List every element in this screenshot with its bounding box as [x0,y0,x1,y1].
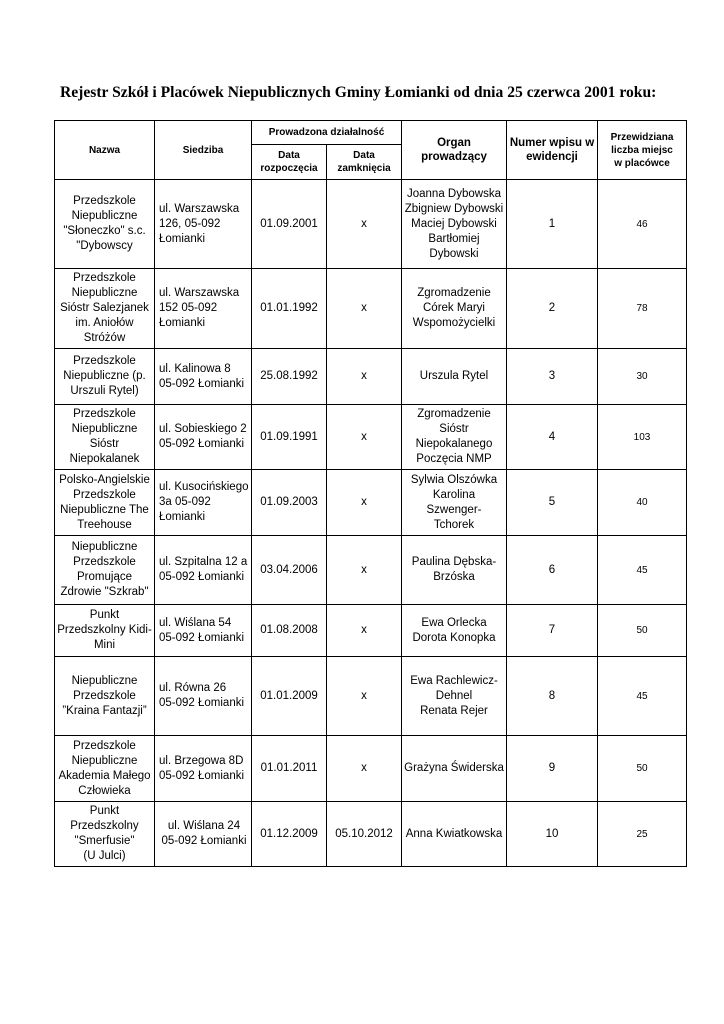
cell-nazwa: Polsko-Angielskie Przedszkole Niepubliczne The Treehouse [55,470,155,536]
table-row [55,605,687,657]
cell-organ: Sylwia Olszówka Karolina Szwenger- Tchorek [402,470,507,536]
cell-data-rozpoczecia: 01.09.2001 [252,180,327,269]
header-siedziba: Siedziba [155,121,252,180]
cell-organ: Ewa Orlecka Dorota Konopka [402,605,507,657]
cell-liczba: 103 [598,405,687,470]
table-row [55,802,687,867]
cell-numer: 9 [507,736,598,802]
cell-siedziba: ul. Brzegowa 8D 05-092 Łomianki [155,736,252,802]
cell-siedziba: ul. Warszawska 126, 05-092 Łomianki [155,180,252,269]
cell-nazwa: Przedszkole Niepubliczne "Słoneczko" s.c. "Dybowscy [55,180,155,269]
cell-organ: Grażyna Świderska [402,736,507,802]
cell-data-zamkniecia: 05.10.2012 [327,802,402,867]
cell-nazwa: Punkt Przedszkolny Kidi- Mini [55,605,155,657]
cell-data-zamkniecia: x [327,736,402,802]
header-data-zamkniecia: Data zamknięcia [327,145,402,180]
cell-organ: Joanna Dybowska Zbigniew Dybowski Maciej Dybowski Bartłomiej Dybowski [402,180,507,269]
table-row [55,657,687,736]
cell-nazwa: Przedszkole Niepubliczne Sióstr Salezjanek im. Aniołów Stróżów [55,269,155,349]
cell-numer: 1 [507,180,598,269]
cell-nazwa: Niepubliczne Przedszkole Promujące Zdrowie "Szkrab" [55,536,155,605]
table-row [55,349,687,405]
cell-data-zamkniecia: x [327,657,402,736]
table-row [55,536,687,605]
cell-nazwa: Przedszkole Niepubliczne Sióstr Niepokalanek [55,405,155,470]
cell-organ: Ewa Rachlewicz- Dehnel Renata Rejer [402,657,507,736]
cell-data-rozpoczecia: 01.08.2008 [252,605,327,657]
cell-siedziba: ul. Równa 26 05-092 Łomianki [155,657,252,736]
cell-data-zamkniecia: x [327,269,402,349]
cell-liczba: 30 [598,349,687,405]
header-numer-wpisu: Numer wpisu w ewidencji [507,121,598,180]
cell-siedziba: ul. Szpitalna 12 a 05-092 Łomianki [155,536,252,605]
cell-numer: 7 [507,605,598,657]
cell-data-rozpoczecia: 01.01.1992 [252,269,327,349]
cell-siedziba: ul. Wiślana 24 05-092 Łomianki [155,802,252,867]
cell-numer: 3 [507,349,598,405]
cell-numer: 2 [507,269,598,349]
cell-numer: 4 [507,405,598,470]
cell-numer: 5 [507,470,598,536]
cell-organ: Urszula Rytel [402,349,507,405]
cell-numer: 8 [507,657,598,736]
cell-siedziba: ul. Warszawska 152 05-092 Łomianki [155,269,252,349]
cell-data-rozpoczecia: 01.09.2003 [252,470,327,536]
cell-liczba: 25 [598,802,687,867]
cell-data-rozpoczecia: 25.08.1992 [252,349,327,405]
table-header [55,121,687,180]
table-row [55,180,687,269]
cell-liczba: 50 [598,605,687,657]
cell-liczba: 45 [598,657,687,736]
header-nazwa: Nazwa [55,121,155,180]
header-liczba-miejsc: Przewidziana liczba miejsc w placówce [598,121,687,180]
table-row [55,269,687,349]
table-row [55,405,687,470]
cell-data-zamkniecia: x [327,349,402,405]
cell-organ: Zgromadzenie Sióstr Niepokalanego Poczęcia NMP [402,405,507,470]
cell-organ: Paulina Dębska- Brzóska [402,536,507,605]
cell-nazwa: Przedszkole Niepubliczne Akademia Małego Człowieka [55,736,155,802]
cell-numer: 10 [507,802,598,867]
table-row [55,736,687,802]
cell-nazwa: Przedszkole Niepubliczne (p. Urszuli Rytel) [55,349,155,405]
cell-siedziba: ul. Sobieskiego 2 05-092 Łomianki [155,405,252,470]
cell-data-rozpoczecia: 01.09.1991 [252,405,327,470]
cell-data-zamkniecia: x [327,180,402,269]
cell-siedziba: ul. Kusocińskiego 3a 05-092 Łomianki [155,470,252,536]
cell-liczba: 50 [598,736,687,802]
registry-table [54,120,687,867]
cell-liczba: 46 [598,180,687,269]
cell-data-zamkniecia: x [327,470,402,536]
table-body [55,180,687,867]
cell-numer: 6 [507,536,598,605]
cell-nazwa: Niepubliczne Przedszkole ”Kraina Fantazji” [55,657,155,736]
cell-nazwa: Punkt Przedszkolny "Smerfusie" (U Julci) [55,802,155,867]
cell-data-rozpoczecia: 01.12.2009 [252,802,327,867]
page-title: Rejestr Szkół i Placówek Niepublicznych Gminy Łomianki od dnia 25 czerwca 2001 roku: [60,84,657,101]
header-data-rozpoczecia: Data rozpoczęcia [252,145,327,180]
cell-siedziba: ul. Kalinowa 8 05-092 Łomianki [155,349,252,405]
header-prowadzona-dzialalnosc: Prowadzona działalność [252,121,402,145]
cell-data-rozpoczecia: 01.01.2009 [252,657,327,736]
cell-data-zamkniecia: x [327,605,402,657]
cell-data-rozpoczecia: 03.04.2006 [252,536,327,605]
header-organ-prowadzacy: Organ prowadzący [402,121,507,180]
cell-data-zamkniecia: x [327,405,402,470]
cell-siedziba: ul. Wiślana 54 05-092 Łomianki [155,605,252,657]
cell-organ: Zgromadzenie Córek Maryi Wspomożycielki [402,269,507,349]
cell-data-rozpoczecia: 01.01.2011 [252,736,327,802]
cell-data-zamkniecia: x [327,536,402,605]
cell-organ: Anna Kwiatkowska [402,802,507,867]
cell-liczba: 45 [598,536,687,605]
cell-liczba: 40 [598,470,687,536]
cell-liczba: 78 [598,269,687,349]
table-row [55,470,687,536]
